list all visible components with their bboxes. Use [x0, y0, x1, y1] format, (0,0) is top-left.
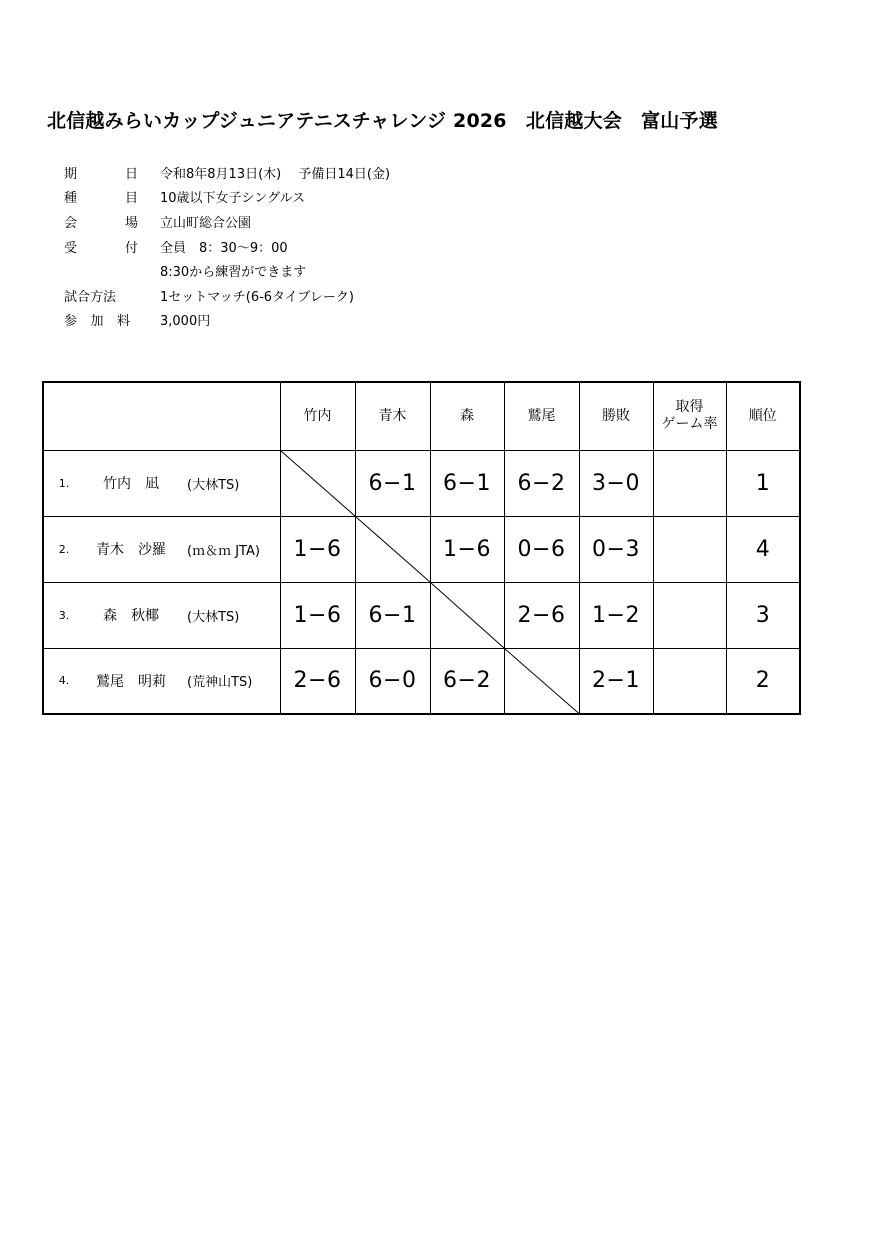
header-opponent: 青木	[355, 382, 430, 450]
score-cell: 6−1	[355, 582, 430, 648]
player-club: (荒神山TS)	[187, 675, 253, 691]
score-cell: 2−6	[504, 582, 579, 648]
info-row-fee	[64, 308, 390, 333]
score-cell: 1−6	[280, 516, 355, 582]
player-number: 2.	[58, 542, 70, 556]
table-row	[43, 516, 800, 582]
record-cell: 0−3	[579, 516, 653, 582]
header-record: 勝敗	[579, 382, 653, 450]
rank-cell: 2	[726, 648, 800, 714]
info-label: 試合方法	[64, 289, 117, 305]
player-cell	[43, 516, 280, 582]
header-opponent: 森	[430, 382, 504, 450]
self-match-cell	[430, 582, 504, 648]
diagonal-line	[505, 649, 579, 714]
table-row	[43, 582, 800, 648]
table-row	[43, 648, 800, 714]
record-cell: 2−1	[579, 648, 653, 714]
info-row-date	[64, 160, 390, 185]
score-cell: 0−6	[504, 516, 579, 582]
info-value: 全員 8：30〜9：00	[160, 240, 288, 256]
game-rate-cell	[653, 582, 726, 648]
info-label: 期 日	[64, 166, 138, 182]
info-value: 3,000円	[160, 314, 211, 330]
score-cell: 6−1	[355, 450, 430, 516]
score-cell: 1−6	[280, 582, 355, 648]
info-value: 1セットマッチ(6-6タイブレーク)	[160, 289, 354, 305]
game-rate-cell	[653, 450, 726, 516]
player-club: (大林TS)	[187, 477, 240, 493]
header-rank: 順位	[726, 382, 800, 450]
player-name: 青木 沙羅	[96, 542, 166, 558]
score-cell: 6−2	[504, 450, 579, 516]
record-cell: 3−0	[579, 450, 653, 516]
diagonal-line	[281, 451, 355, 516]
player-club: (ｍ＆ｍ JTA)	[187, 543, 260, 559]
info-row-venue	[64, 209, 390, 234]
score-cell: 6−0	[355, 648, 430, 714]
info-value: 立山町総合公園	[160, 215, 252, 231]
info-value: 8:30から練習ができます	[160, 265, 307, 281]
self-match-cell	[355, 516, 430, 582]
rank-cell: 4	[726, 516, 800, 582]
player-cell	[43, 582, 280, 648]
player-name: 竹内 凪	[103, 476, 159, 492]
header-game-rate: 取得 ゲーム率	[653, 382, 726, 450]
score-cell: 1−6	[430, 516, 504, 582]
rank-cell: 3	[726, 582, 800, 648]
score-cell: 6−1	[430, 450, 504, 516]
player-number: 3.	[58, 608, 70, 622]
player-cell	[43, 450, 280, 516]
info-row-event	[64, 185, 390, 210]
player-name: 鷲尾 明莉	[96, 673, 166, 690]
score-cell: 2−6	[280, 648, 355, 714]
diagonal-line	[431, 583, 504, 648]
info-row-format	[64, 283, 390, 308]
player-number: 4.	[58, 674, 70, 688]
self-match-cell	[504, 648, 579, 714]
info-row-practice	[64, 258, 390, 283]
table-row	[43, 450, 800, 516]
header-opponent: 竹内	[280, 382, 355, 450]
info-row-reception	[64, 234, 390, 259]
player-club: (大林TS)	[187, 609, 240, 625]
player-name: 森 秋椰	[103, 608, 159, 624]
header-opponent: 鷲尾	[504, 382, 579, 450]
score-cell: 6−2	[430, 648, 504, 714]
rank-cell: 1	[726, 450, 800, 516]
info-label: 会 場	[64, 215, 138, 231]
info-label: 種 目	[64, 191, 138, 207]
diagonal-line	[356, 517, 430, 582]
info-value: 令和8年8月13日(木) 予備日14日(金)	[160, 166, 391, 182]
page-title: 北信越みらいカップジュニアテニスチャレンジ 2026 北信越大会 富山予選	[47, 110, 718, 132]
info-label: 受 付	[64, 240, 138, 256]
game-rate-cell	[653, 516, 726, 582]
info-label: 参 加 料	[64, 314, 130, 330]
league-table	[42, 381, 801, 715]
player-number: 1.	[58, 476, 70, 490]
player-cell	[43, 648, 280, 714]
self-match-cell	[280, 450, 355, 516]
info-value: 10歳以下女子シングルス	[160, 191, 306, 207]
event-info	[64, 160, 390, 332]
game-rate-cell	[653, 648, 726, 714]
header-blank	[43, 382, 280, 450]
record-cell: 1−2	[579, 582, 653, 648]
